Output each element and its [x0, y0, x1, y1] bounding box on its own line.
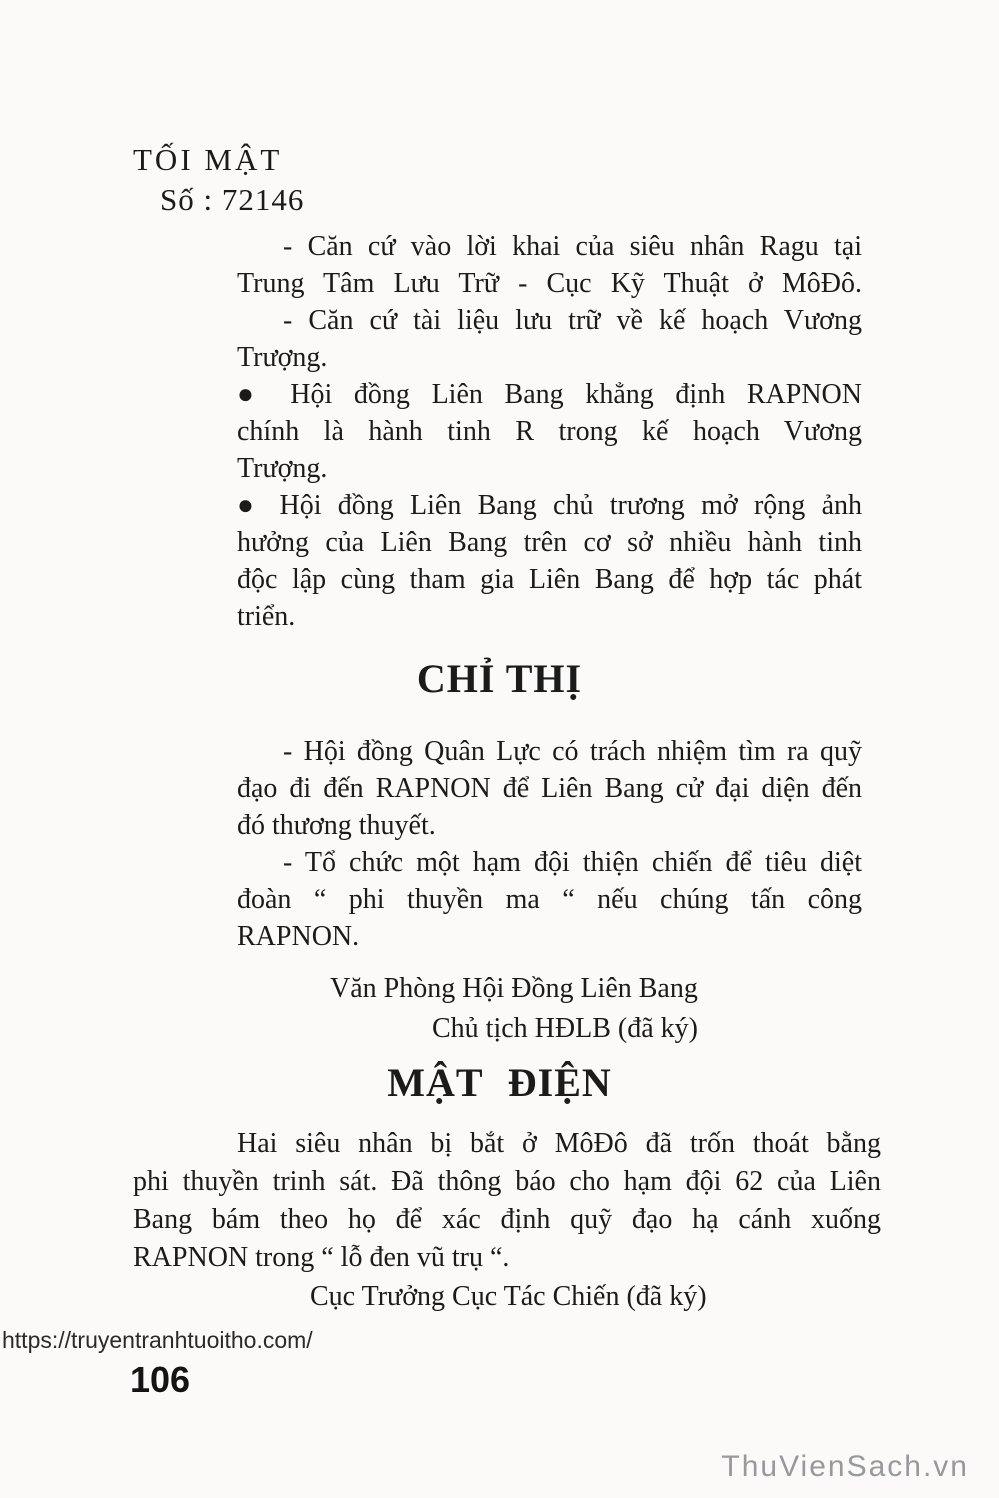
telegram-signature: Cục Trưởng Cục Tác Chiến (đã ký) — [310, 1281, 707, 1312]
paragraph-line: Bang bám theo họ để xác định quỹ đạo hạ cánh xuống — [133, 1204, 881, 1235]
directive-paragraph — [237, 733, 862, 844]
bullet-line: ● Hội đồng Liên Bang chủ trương mở rộng ảnh — [237, 490, 862, 521]
paragraph-line: - Hội đồng Quân Lực có trách nhiệm tìm ra quỹ — [283, 736, 862, 767]
classification-label: TỐI MẬT — [133, 142, 283, 177]
preamble-section — [237, 228, 862, 376]
paragraph-line: Hai siêu nhân bị bắt ở MôĐô đã trốn thoát bằng — [237, 1128, 881, 1159]
preamble-paragraph — [237, 302, 862, 376]
paragraph-line: triển. — [237, 601, 296, 632]
paragraph-line: RAPNON trong “ lỗ đen vũ trụ “. — [133, 1242, 510, 1273]
document-number: Số : 72146 — [160, 182, 305, 217]
paragraph-line: - Căn cứ tài liệu lưu trữ về kế hoạch Vương — [283, 305, 862, 336]
bullet-line: ● Hội đồng Liên Bang khẳng định RAPNON — [237, 379, 862, 410]
preamble-paragraph — [237, 228, 862, 302]
paragraph-line: Trung Tâm Lưu Trữ - Cục Kỹ Thuật ở MôĐô. — [237, 268, 862, 299]
page-number: 106 — [130, 1359, 191, 1400]
site-watermark: ThuVienSach.vn — [721, 1450, 969, 1483]
paragraph-line: RAPNON. — [237, 921, 360, 952]
paragraph-line: chính là hành tinh R trong kế hoạch Vương — [237, 416, 862, 447]
signature-office: Văn Phòng Hội Đồng Liên Bang — [330, 973, 698, 1004]
paragraph-line: độc lập cùng tham gia Liên Bang để hợp tác phát — [237, 564, 862, 595]
paragraph-line: đoàn “ phi thuyền ma “ nếu chúng tấn công — [237, 884, 862, 915]
paragraph-line: đó thương thuyết. — [237, 810, 436, 841]
signature-signer: Chủ tịch HĐLB (đã ký) — [432, 1013, 698, 1044]
directive-title: CHỈ THỊ — [416, 656, 583, 701]
directive-paragraph — [237, 844, 862, 955]
telegram-title: MẬT ĐIỆN — [387, 1060, 612, 1105]
resolutions-section — [237, 376, 862, 635]
paragraph-line: - Tổ chức một hạm đội thiện chiến để tiêu diệt — [283, 847, 862, 878]
source-url-text: https://truyentranhtuoitho.com/ — [2, 1327, 313, 1353]
paragraph-line: đạo đi đến RAPNON để Liên Bang cử đại diện đến — [237, 773, 862, 804]
paragraph-line: Trượng. — [237, 342, 328, 373]
paragraph-line: hưởng của Liên Bang trên cơ sở nhiều hành tinh — [237, 527, 862, 558]
paragraph-line: - Căn cứ vào lời khai của siêu nhân Ragu tại — [283, 231, 862, 262]
bullet-paragraph — [237, 487, 862, 635]
paragraph-line: phi thuyền trinh sát. Đã thông báo cho hạm đội 62 của Liên — [133, 1166, 881, 1197]
bullet-paragraph — [237, 376, 862, 487]
paragraph-line: Trượng. — [237, 453, 328, 484]
directive-section — [237, 733, 862, 955]
telegram-section — [133, 1125, 881, 1277]
